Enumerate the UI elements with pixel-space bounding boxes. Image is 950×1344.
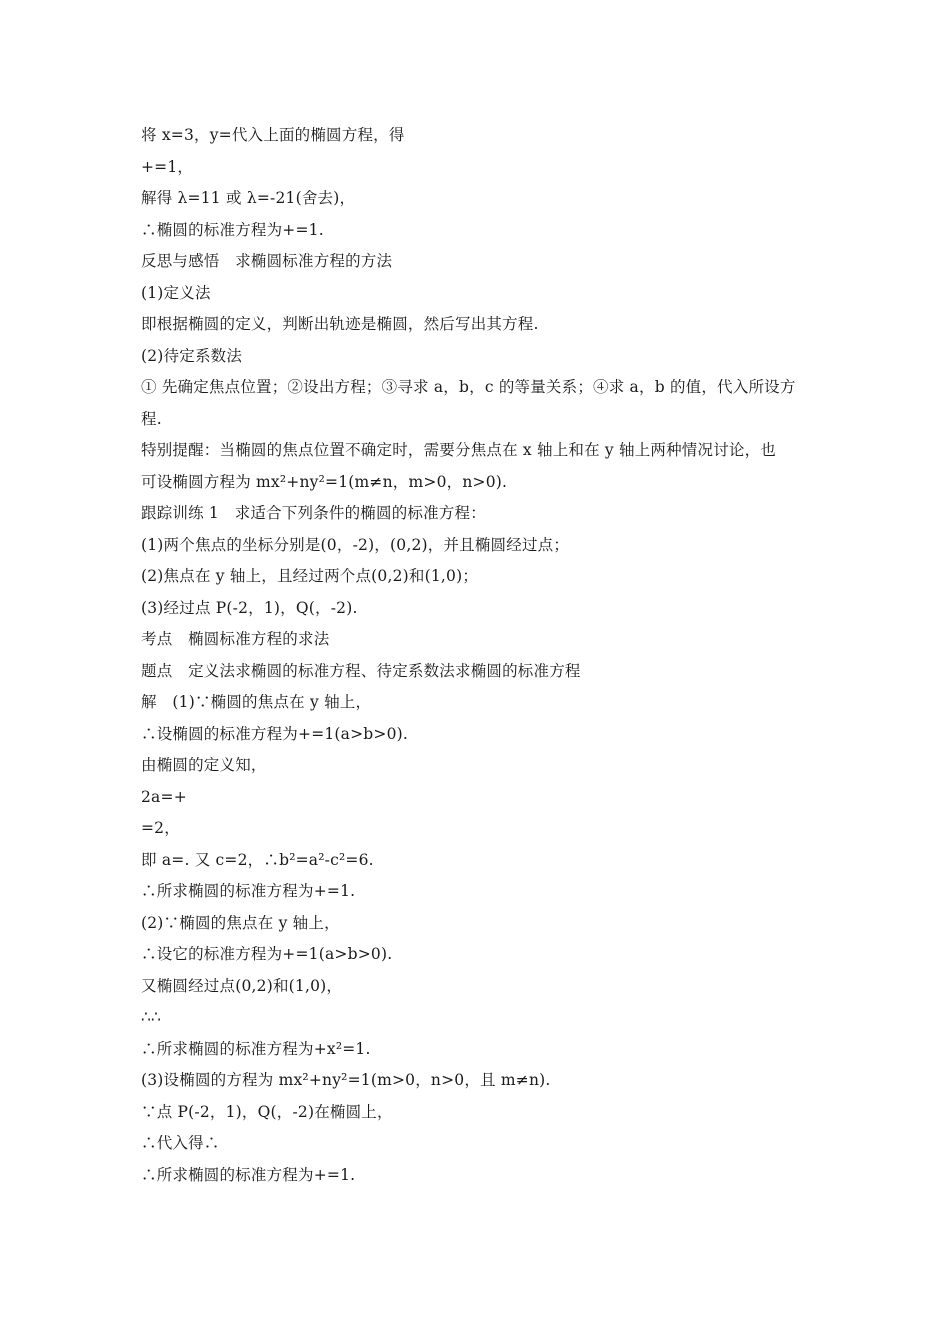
text-line-4: ∴椭圆的标准方程为+=1. [141,220,324,239]
section-heading-reflection: 反思与感悟 求椭圆标准方程的方法 [141,252,393,270]
text-line-9: ① 先确定焦点位置；②设出方程；③寻求 a，b，c 的等量关系；④求 a，b 的值，代入所设方 [141,378,796,396]
document-page [141,124,821,1195]
text-line-31: (3)设椭圆的方程为 mx²+ny²=1(m>0，n>0，且 m≠n). [141,1071,551,1089]
text-line-29: ∴∴ [141,1008,162,1026]
text-line-32: ∵点 P(-2，1)，Q(，-2)在椭圆上， [141,1102,393,1121]
text-line-19: 解 (1)∵椭圆的焦点在 y 轴上， [141,693,372,711]
text-line-22: 2a=+ [141,787,187,806]
text-line-1: 将 x=3，y=代入上面的椭圆方程，得 [141,126,405,144]
text-line-33: ∴代入得∴ [141,1134,220,1152]
text-line-20: ∴设椭圆的标准方程为+=1(a>b>0). [141,724,409,743]
text-line-11: 特别提醒：当椭圆的焦点位置不确定时，需要分焦点在 x 轴上和在 y 轴上两种情况讨论，也 [141,441,777,459]
text-line-23: =2， [141,819,180,837]
text-line-30: ∴所求椭圆的标准方程为+x²=1. [141,1039,371,1058]
text-line-8: (2)待定系数法 [141,346,243,365]
text-line-6: (1)定义法 [141,283,211,302]
text-line-3: 解得 λ=11 或 λ=-21(舍去)， [141,189,356,207]
text-line-7: 即根据椭圆的定义，判断出轨迹是椭圆，然后写出其方程. [141,315,539,333]
text-line-21: 由椭圆的定义知， [141,756,267,774]
text-line-28: 又椭圆经过点(0,2)和(1,0)， [141,976,343,995]
text-line-27: ∴设它的标准方程为+=1(a>b>0). [141,945,393,963]
text-line-12: 可设椭圆方程为 mx²+ny²=1(m≠n，m>0，n>0). [141,472,508,491]
text-line-15: (2)焦点在 y 轴上，且经过两个点(0,2)和(1,0)； [141,567,479,585]
text-line-25: ∴所求椭圆的标准方程为+=1. [141,882,356,900]
text-line-18: 题点 定义法求椭圆的标准方程、待定系数法求椭圆的标准方程 [141,661,581,680]
text-line-26: (2)∵椭圆的焦点在 y 轴上， [141,913,340,932]
text-line-2: +=1， [141,157,194,176]
text-line-10: 程. [141,409,162,428]
text-line-17: 考点 椭圆标准方程的求法 [141,630,330,648]
text-line-16: (3)经过点 P(-2，1)，Q(，-2). [141,598,358,617]
text-line-14: (1)两个焦点的坐标分别是(0，-2)，(0,2)，并且椭圆经过点； [141,535,570,554]
section-heading-training: 跟踪训练 1 求适合下列条件的椭圆的标准方程： [141,504,486,522]
text-line-24: 即 a=. 又 c=2，∴b²=a²-c²=6. [141,850,374,869]
text-line-34: ∴所求椭圆的标准方程为+=1. [141,1165,356,1184]
